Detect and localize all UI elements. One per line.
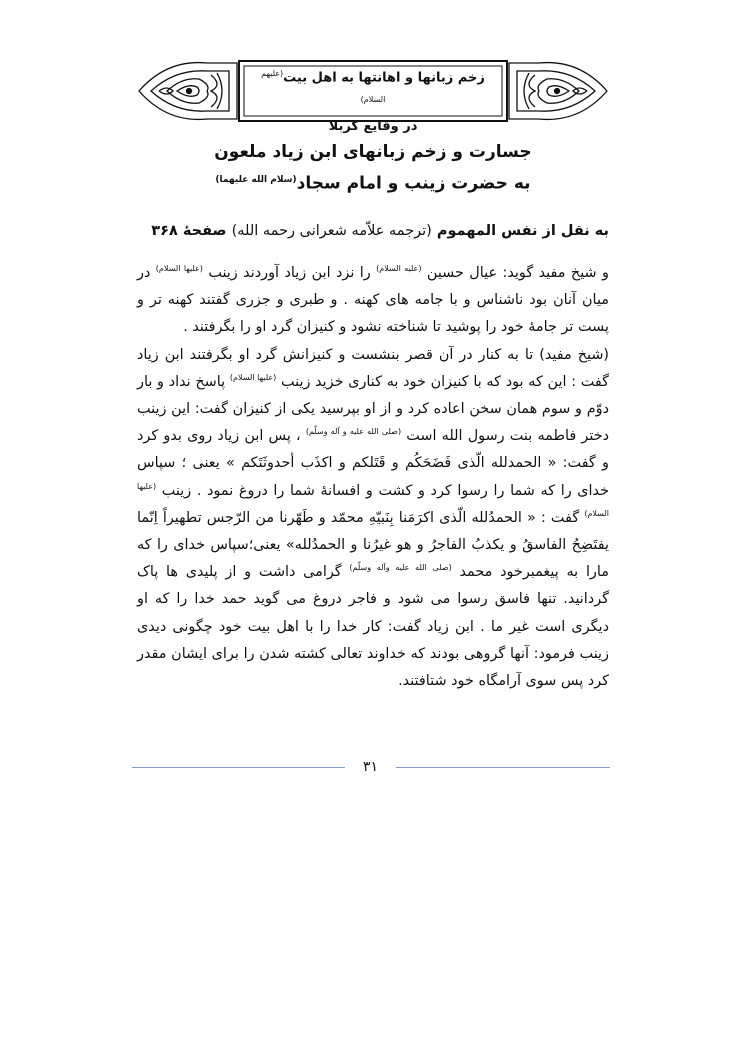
header-honorific: (علیهم السلام): [261, 69, 386, 105]
honorific: (علیها السلام): [155, 264, 203, 274]
source-translator: (ترجمه علاّمه شعرانی رحمه الله): [231, 223, 432, 239]
p2-text-c: ، پس ابن زیاد روی بدو کرد و گفت: « الحمدلله الّذی فَضَحَکُم و قَتَلکم و اکذَب أحدوثَتَکم » یعنی ؛ سپاس خدای را که شما را رسوا کرد و کشت و افسانهٔ شما را دروغ نمود . زینب: [137, 428, 610, 499]
left-ornament-icon: [139, 63, 237, 120]
honorific: (علیه السلام): [376, 264, 422, 274]
honorific: (صلی الله علیه وآله وسلّم): [349, 563, 452, 573]
source-book: به نقل از نفس المهموم: [436, 223, 609, 239]
body-text: [137, 260, 609, 695]
ornamental-header: [137, 55, 609, 134]
page-title: [60, 138, 686, 198]
honorific: (علیها السلام): [137, 481, 609, 519]
honorific: (صلی الله علیه و آله وسلّم): [305, 427, 402, 437]
footer-rule-left: [132, 767, 345, 768]
paragraph-2: [137, 342, 609, 696]
source-page: صفحهٔ ۳۶۸: [151, 223, 227, 239]
p2-text-d: گفت : « الحمدُلله الّذی اکرَمَنا بِنَبیّهِ محمّد و طَهّرنا من الرّجس تطهیراً اِنّما یفتَضِحُ الفاسقُ و یکذبُ الفاجرُ و هو غیرُنا و الحمدُلله» یعنی؛سپاس خدای را که مارا به پیغمبرخود محمد: [137, 509, 609, 581]
honorific: (علیها السلام): [229, 373, 277, 383]
source-citation: [137, 220, 609, 242]
title-line1: جسارت و زخم زبانهای ابن زیاد ملعون: [214, 142, 532, 162]
right-ornament-icon: [509, 63, 607, 120]
title-honorific: (سلام الله علیهما): [215, 175, 297, 185]
page-number: ۳۱: [362, 759, 379, 775]
p1-text-a: و شیخ مفید گوید: عیال حسین: [426, 265, 609, 281]
title-line2: به حضرت زینب و امام سجاد: [296, 173, 531, 194]
header-title-line2: در وقایع کربلا: [328, 118, 418, 134]
p1-text-c: در میان آنان بود ناشناس و با جامه های کهنه . و طبری و جزری گفتند کهنه تر و پست تر جامهٔ خود را پوشید تا شناخته نشود و کنیزان گرد او را بگرفتند .: [137, 265, 609, 336]
header-title: [249, 63, 497, 138]
p1-text-b: را نزد ابن زیاد آوردند زینب: [208, 265, 371, 281]
footer-rule-right: [396, 767, 610, 768]
p2-text-e: گرامی داشت و از پلیدی ها پاک گردانید. تنها فاسق رسوا می شود و فاجر دروغ می گوید حمد خدا را که او دیگری است غیر ما . ابن زیاد گفت: کار خدا را با اهل بیت خود چگونی دیدی زینب فرمود: آنها گروهی بودند که خداوند تعالی کشته شدن را برای ایشان مقدر کرد پس سوی آرامگاه خود شتافتند.: [137, 564, 609, 690]
header-title-line1: زخم زبانها و اهانتها به اهل بیت: [283, 70, 485, 86]
paragraph-1: [137, 260, 609, 342]
p2-text-b: پاسخ نداد و بار دوّم و سوم همان سخن اعاده کرد و از او بپرسید یکی از کنیزان گفت: این زینب دختر فاطمه بنت رسول الله است: [137, 373, 609, 445]
p2-text-a: (شیخ مفید) تا به کنار در آن قصر بنشست و کنیزانش گرد او بگرفتند ابن زیاد گفت : این که بود که با کنیزان خود به کناری خزید زینب: [137, 346, 610, 390]
